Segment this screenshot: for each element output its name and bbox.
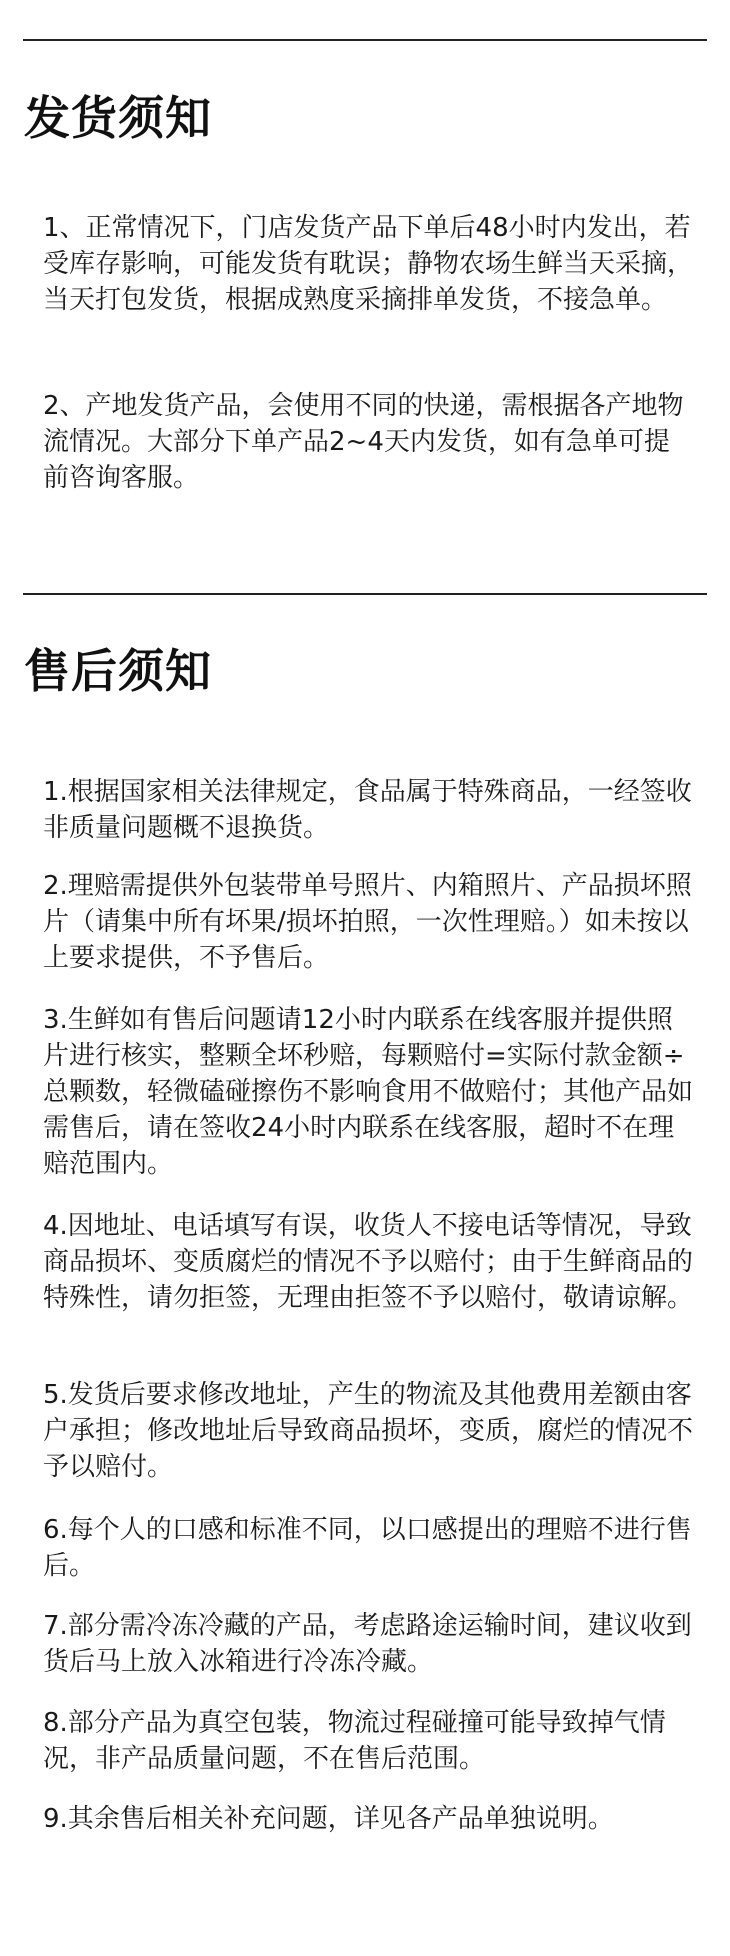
after-sales-title: 售后须知 — [24, 644, 212, 698]
after-sales-item-5: 5.发货后要求修改地址，产生的物流及其他费用差额由客户承担；修改地址后导致商品损坏，变质，腐烂的情况不予以赔付。 — [43, 1380, 694, 1482]
after-sales-item-9: 9.其余售后相关补充问题，详见各产品单独说明。 — [43, 1804, 614, 1834]
middle-divider — [23, 593, 707, 595]
after-sales-item-2: 2.理赔需提供外包装带单号照片、内箱照片、产品损坏照片（请集中所有坏果/损坏拍照，一次性理赔。）如未按以上要求提供，不予售后。 — [43, 871, 692, 973]
shipping-item-1: 1、正常情况下，门店发货产品下单后48小时内发出，若受库存影响，可能发货有耽误；静物农场生鲜当天采摘，当天打包发货，根据成熟度采摘排单发货，不接急单。 — [43, 213, 694, 315]
top-divider — [23, 39, 707, 41]
shipping-item-2: 2、产地发货产品，会使用不同的快递，需根据各产地物流情况。大部分下单产品2~4天内发货，如有急单可提前咨询客服。 — [43, 391, 684, 493]
shipping-title: 发货须知 — [24, 91, 212, 145]
after-sales-item-4: 4.因地址、电话填写有误，收货人不接电话等情况，导致商品损坏、变质腐烂的情况不予以赔付；由于生鲜商品的特殊性，请勿拒签，无理由拒签不予以赔付，敬请谅解。 — [43, 1211, 694, 1313]
after-sales-item-1: 1.根据国家相关法律规定，食品属于特殊商品，一经签收非质量问题概不退换货。 — [43, 777, 692, 843]
after-sales-item-3: 3.生鲜如有售后问题请12小时内联系在线客服并提供照片进行核实，整颗全坏秒赔，每颗赔付=实际付款金额÷总颗数，轻微磕碰擦伤不影响食用不做赔付；其他产品如需售后，请在签收24小时内联系在线客服，超时不在理赔范围内。 — [43, 1005, 694, 1179]
after-sales-item-7: 7.部分需冷冻冷藏的产品，考虑路途运输时间，建议收到货后马上放入冰箱进行冷冻冷藏。 — [43, 1611, 692, 1677]
after-sales-item-8: 8.部分产品为真空包装，物流过程碰撞可能导致掉气情况，非产品质量问题，不在售后范围。 — [43, 1708, 666, 1774]
after-sales-item-6: 6.每个人的口感和标准不同，以口感提出的理赔不进行售后。 — [43, 1515, 692, 1581]
